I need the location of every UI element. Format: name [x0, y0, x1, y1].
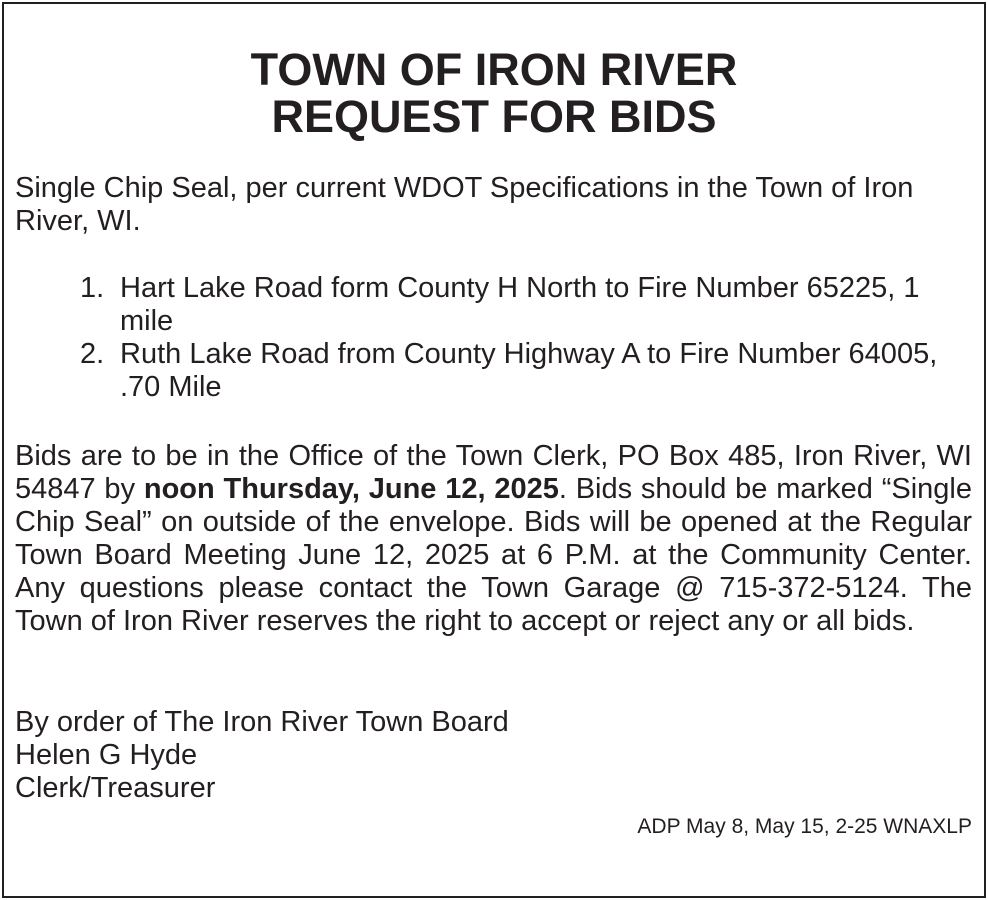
road-item-text: Hart Lake Road form County H North to Fire Number 65225, 1 mile: [120, 272, 920, 337]
road-item-number: 1.: [80, 272, 105, 304]
bids-paragraph: [15, 440, 972, 638]
notice-title: [4, 46, 984, 140]
signoff-block: [15, 706, 972, 805]
road-item-text: Ruth Lake Road from County Highway A to Fire Number 64005, .70 Mile: [120, 338, 938, 403]
title-line-1: TOWN OF IRON RIVER: [250, 44, 738, 95]
road-item-2: [80, 338, 964, 404]
publication-note: ADP May 8, May 15, 2-25 WNAXLP: [637, 815, 972, 838]
signoff-role: Clerk/Treasurer: [15, 772, 216, 804]
signoff-name: Helen G Hyde: [15, 739, 198, 771]
bid-deadline: noon Thursday, June 12, 2025: [143, 473, 559, 505]
intro-paragraph: Single Chip Seal, per current WDOT Specifications in the Town of Iron River, WI.: [15, 172, 914, 237]
bids-text-part-1: Bids are to be in the Office of the Town Clerk, PO Box 485, Iron River, WI 54847 by: [15, 440, 972, 505]
road-item-1: [80, 272, 964, 338]
title-line-2: REQUEST FOR BIDS: [271, 91, 717, 142]
legal-notice: [2, 2, 986, 898]
bids-text-part-2: . Bids should be marked “Single Chip Seal” on outside of the envelope. Bids will be opened at the Regular Town Board Meeting June 12, 2025 at 6 P.M. at the Community Center. Any questions please contact the Town Garage @ 715-372-5124. The Town of Iron River reserves the right to accept or reject any or all bids.: [15, 473, 972, 637]
signoff-authority: By order of The Iron River Town Board: [15, 706, 509, 738]
road-item-number: 2.: [80, 338, 105, 370]
road-list: [80, 272, 964, 404]
